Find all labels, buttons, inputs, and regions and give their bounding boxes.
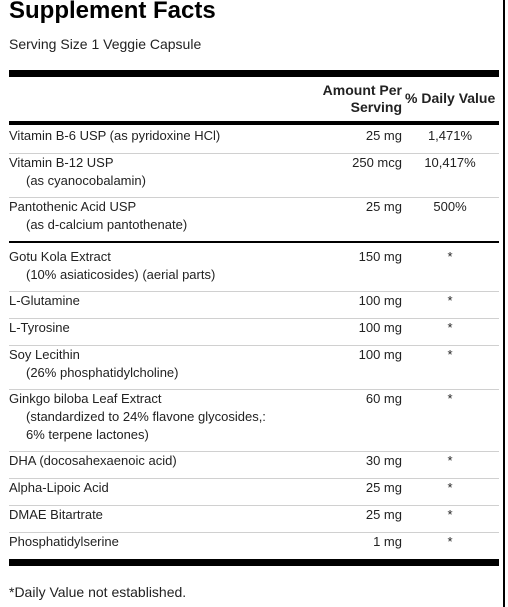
amount-per-serving: 25 mg — [365, 128, 402, 143]
daily-value: * — [447, 534, 453, 549]
daily-value: 1,471% — [427, 128, 473, 143]
nutrient-name-main: Ginkgo biloba Leaf Extract — [9, 391, 162, 406]
nutrient-name-detail: (10% asiaticosides) (aerial parts) — [26, 267, 216, 282]
amount-per-serving: 30 mg — [365, 453, 402, 468]
table-row — [9, 346, 499, 390]
nutrient-name — [9, 346, 309, 382]
daily-value: 500% — [433, 199, 467, 214]
table-row — [9, 154, 499, 198]
panel-title: Supplement Facts — [9, 0, 216, 24]
amount-per-serving: 100 mg — [358, 347, 402, 362]
amount-per-serving: 250 mcg — [352, 155, 402, 170]
nutrient-name — [9, 452, 309, 470]
nutrient-name-main: Pantothenic Acid USP — [9, 199, 137, 214]
table-row — [9, 292, 499, 319]
nutrient-name — [9, 533, 309, 551]
nutrient-name — [9, 390, 309, 444]
amount-per-serving: 25 mg — [365, 480, 402, 495]
nutrient-name — [9, 292, 309, 310]
nutrient-name-detail: 6% terpene lactones) — [26, 427, 149, 442]
daily-value: * — [447, 249, 453, 264]
nutrient-name-detail: (26% phosphatidylcholine) — [26, 365, 179, 380]
amount-per-serving: 100 mg — [358, 293, 402, 308]
nutrient-name — [9, 127, 309, 145]
amount-per-serving: 60 mg — [365, 391, 402, 406]
table-row — [9, 248, 499, 292]
daily-value: 10,417% — [424, 155, 476, 170]
amount-per-serving: 1 mg — [373, 534, 402, 549]
nutrient-name-detail: (standardized to 24% flavone glycosides,: — [26, 409, 266, 424]
table-row — [9, 390, 499, 452]
daily-value: * — [447, 347, 453, 362]
nutrient-name — [9, 248, 309, 284]
nutrient-name — [9, 506, 309, 524]
serving-size: Serving Size 1 Veggie Capsule — [9, 36, 202, 52]
nutrient-name-main: Soy Lecithin — [9, 347, 80, 362]
nutrient-name-detail: (as d-calcium pantothenate) — [26, 217, 188, 232]
table-row — [9, 533, 499, 559]
table-row — [9, 506, 499, 533]
nutrient-name-main: DMAE Bitartrate — [9, 507, 103, 522]
bottom-thick-rule — [9, 559, 499, 566]
nutrient-name — [9, 479, 309, 497]
nutrient-name-main: L-Tyrosine — [9, 320, 70, 335]
daily-value: * — [447, 507, 453, 522]
daily-value-header: % Daily Value — [405, 90, 496, 106]
nutrient-name-main: DHA (docosahexaenoic acid) — [9, 453, 177, 468]
nutrient-name — [9, 198, 309, 234]
nutrient-name-main: Alpha-Lipoic Acid — [9, 480, 109, 495]
table-row — [9, 319, 499, 346]
daily-value: * — [447, 293, 453, 308]
nutrient-name-main: Gotu Kola Extract — [9, 249, 111, 264]
daily-value: * — [447, 320, 453, 335]
nutrient-name-main: Vitamin B-6 USP (as pyridoxine HCl) — [9, 128, 221, 143]
amount-per-serving: 25 mg — [365, 199, 402, 214]
footnote: *Daily Value not established. — [9, 584, 187, 600]
nutrient-name — [9, 319, 309, 337]
amount-header-line1: Amount Per — [322, 82, 402, 98]
nutrient-name-main: L-Glutamine — [9, 293, 80, 308]
nutrient-name-main: Phosphatidylserine — [9, 534, 119, 549]
daily-value: * — [447, 453, 453, 468]
table-row — [9, 479, 499, 506]
amount-per-serving: 100 mg — [358, 320, 402, 335]
daily-value: * — [447, 391, 453, 406]
daily-value: * — [447, 480, 453, 495]
table-row — [9, 198, 499, 242]
nutrient-name-detail: (as cyanocobalamin) — [26, 173, 146, 188]
amount-per-serving: 150 mg — [358, 249, 402, 264]
nutrient-name — [9, 154, 309, 190]
amount-header-line2: Serving — [350, 99, 402, 115]
amount-per-serving: 25 mg — [365, 507, 402, 522]
table-row — [9, 127, 499, 154]
table-row — [9, 452, 499, 479]
nutrient-name-main: Vitamin B-12 USP — [9, 155, 114, 170]
